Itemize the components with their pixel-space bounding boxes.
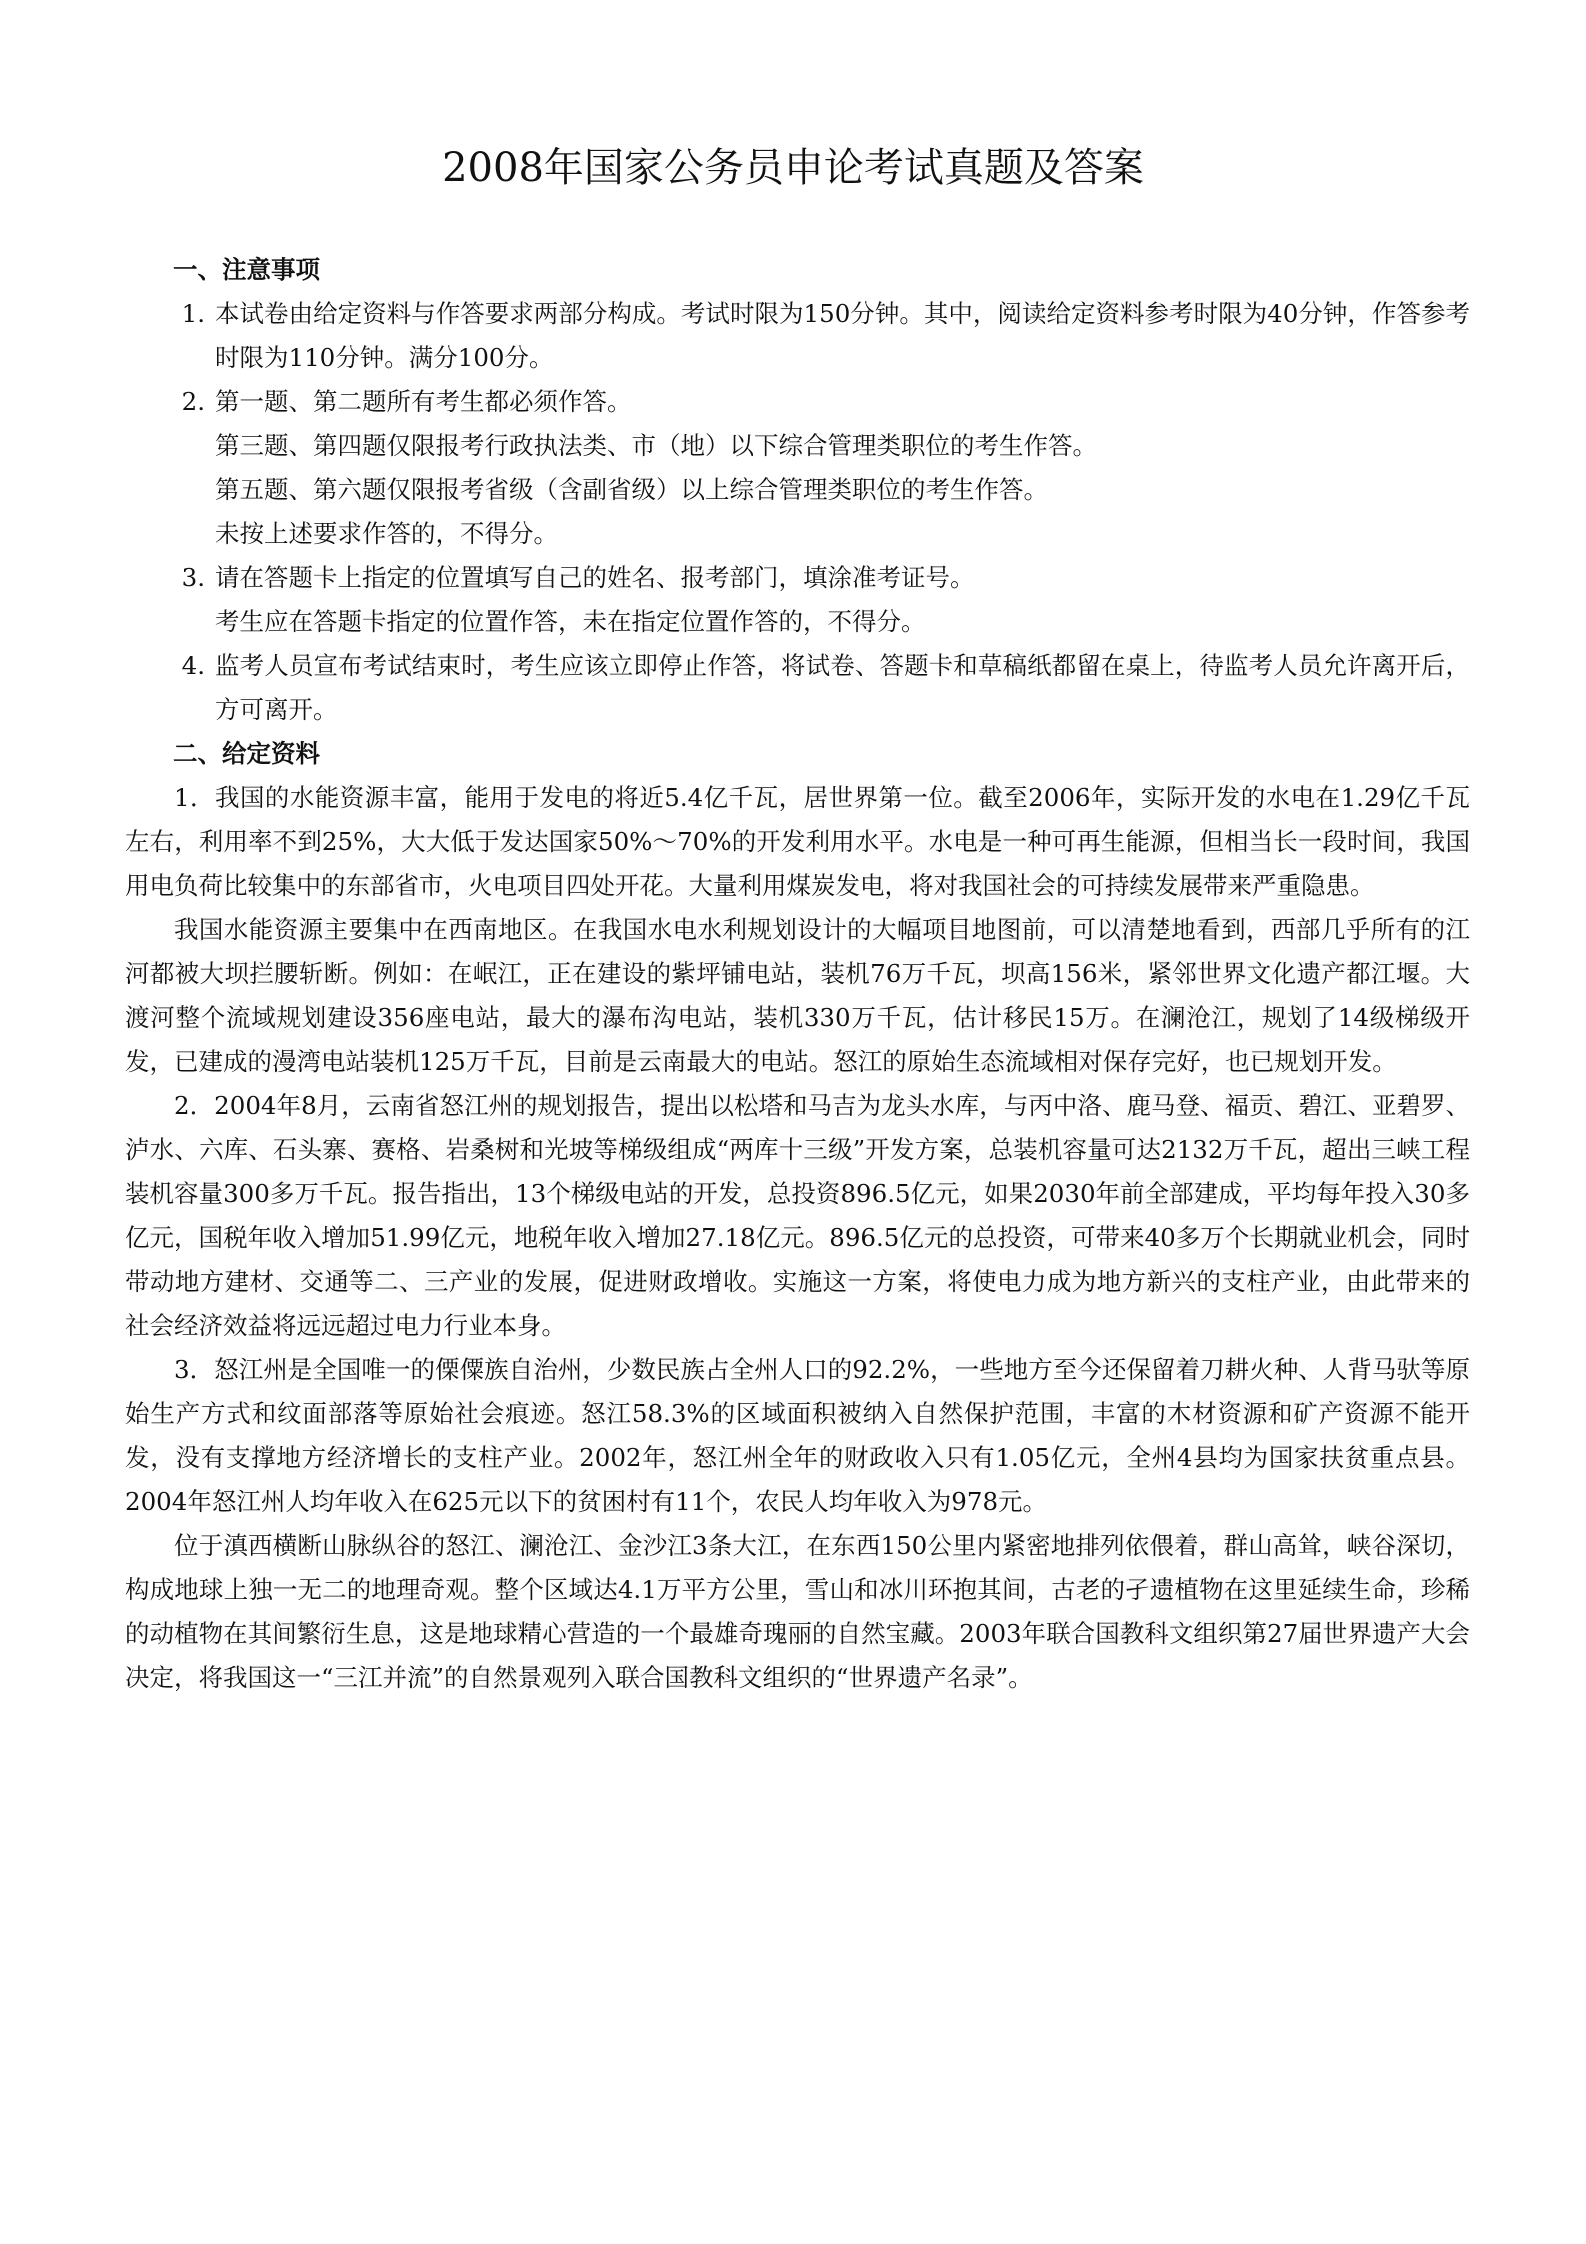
notice-item: [125, 556, 1470, 600]
notice-item: [125, 292, 1470, 380]
material-paragraph: 1．我国的水能资源丰富，能用于发电的将近5.4亿千瓦，居世界第一位。截至2006年，实际开发的水电在1.29亿千瓦左右，利用率不到25%，大大低于发达国家50%～70%的开发利用水平。水电是一种可再生能源，但相当长一段时间，我国用电负荷比较集中的东部省市，火电项目四处开花。大量利用煤炭发电，将对我国社会的可持续发展带来严重隐患。: [125, 783, 1470, 900]
notice-item-text: 本试卷由给定资料与作答要求两部分构成。考试时限为150分钟。其中，阅读给定资料参考时限为40分钟，作答参考时限为110分钟。满分100分。: [215, 299, 1470, 372]
notice-item: [125, 644, 1470, 732]
notice-item-line: 第五题、第六题仅限报考省级（含副省级）以上综合管理类职位的考生作答。: [215, 475, 1048, 504]
material-paragraph: 2．2004年8月，云南省怒江州的规划报告，提出以松塔和马吉为龙头水库，与丙中洛、鹿马登、福贡、碧江、亚碧罗、泸水、六库、石头寨、赛格、岩桑树和光坡等梯级组成“两库十三级”开发方案，总装机容量可达2132万千瓦，超出三峡工程装机容量300多万千瓦。报告指出，13个梯级电站的开发，总投资896.5亿元，如果2030年前全部建成，平均每年投入30多亿元，国税年收入增加51.99亿元，地税年收入增加27.18亿元。896.5亿元的总投资，可带来40多万个长期就业机会，同时带动地方建材、交通等二、三产业的发展，促进财政增收。实施这一方案，将使电力成为地方新兴的支柱产业，由此带来的社会经济效益将远远超过电力行业本身。: [125, 1091, 1470, 1340]
notice-item-number: 4.: [181, 651, 205, 680]
notice-item-text: 请在答题卡上指定的位置填写自己的姓名、报考部门，填涂准考证号。: [215, 563, 975, 592]
document-content: [125, 248, 1470, 1700]
document-title: 2008年国家公务员申论考试真题及答案: [442, 145, 1144, 191]
material-paragraph: 我国水能资源主要集中在西南地区。在我国水电水利规划设计的大幅项目地图前，可以清楚地看到，西部几乎所有的江河都被大坝拦腰斩断。例如：在岷江，正在建设的紫坪铺电站，装机76万千瓦，坝高156米，紧邻世界文化遗产都江堰。大渡河整个流域规划建设356座电站，最大的瀑布沟电站，装机330万千瓦，估计移民15万。在澜沧江，规划了14级梯级开发，已建成的漫湾电站装机125万千瓦，目前是云南最大的电站。怒江的原始生态流域相对保存完好，也已规划开发。: [125, 915, 1470, 1076]
notice-item-number: 3.: [181, 563, 205, 592]
material-paragraph: 位于滇西横断山脉纵谷的怒江、澜沧江、金沙江3条大江，在东西150公里内紧密地排列依偎着，群山高耸，峡谷深切，构成地球上独一无二的地理奇观。整个区域达4.1万平方公里，雪山和冰川环抱其间，古老的孑遗植物在这里延续生命，珍稀的动植物在其间繁衍生息，这是地球精心营造的一个最雄奇瑰丽的自然宝藏。2003年联合国教科文组织第27届世界遗产大会决定，将我国这一“三江并流”的自然景观列入联合国教科文组织的“世界遗产名录”。: [125, 1531, 1470, 1692]
notice-item-line: 未按上述要求作答的，不得分。: [215, 519, 558, 548]
notice-item-text: 监考人员宣布考试结束时，考生应该立即停止作答，将试卷、答题卡和草稿纸都留在桌上，待监考人员允许离开后，方可离开。: [215, 651, 1470, 724]
notice-item-line: 考生应在答题卡指定的位置作答，未在指定位置作答的，不得分。: [215, 607, 926, 636]
notice-item-number: 2.: [181, 387, 205, 416]
notice-item-number: 1.: [181, 299, 205, 328]
material-paragraph: 3．怒江州是全国唯一的傈僳族自治州，少数民族占全州人口的92.2%，一些地方至今还保留着刀耕火种、人背马驮等原始生产方式和纹面部落等原始社会痕迹。怒江58.3%的区域面积被纳入自然保护范围，丰富的木材资源和矿产资源不能开发，没有支撑地方经济增长的支柱产业。2002年，怒江州全年的财政收入只有1.05亿元，全州4县均为国家扶贫重点县。2004年怒江州人均年收入在625元以下的贫困村有11个，农民人均年收入为978元。: [125, 1355, 1470, 1516]
materials-heading: 二、给定资料: [173, 739, 320, 768]
notice-item-text: 第一题、第二题所有考生都必须作答。: [215, 387, 632, 416]
notice-item-line: 第三题、第四题仅限报考行政执法类、市（地）以下综合管理类职位的考生作答。: [215, 431, 1097, 460]
notice-heading: 一、注意事项: [173, 255, 320, 284]
notice-item: [125, 380, 1470, 424]
